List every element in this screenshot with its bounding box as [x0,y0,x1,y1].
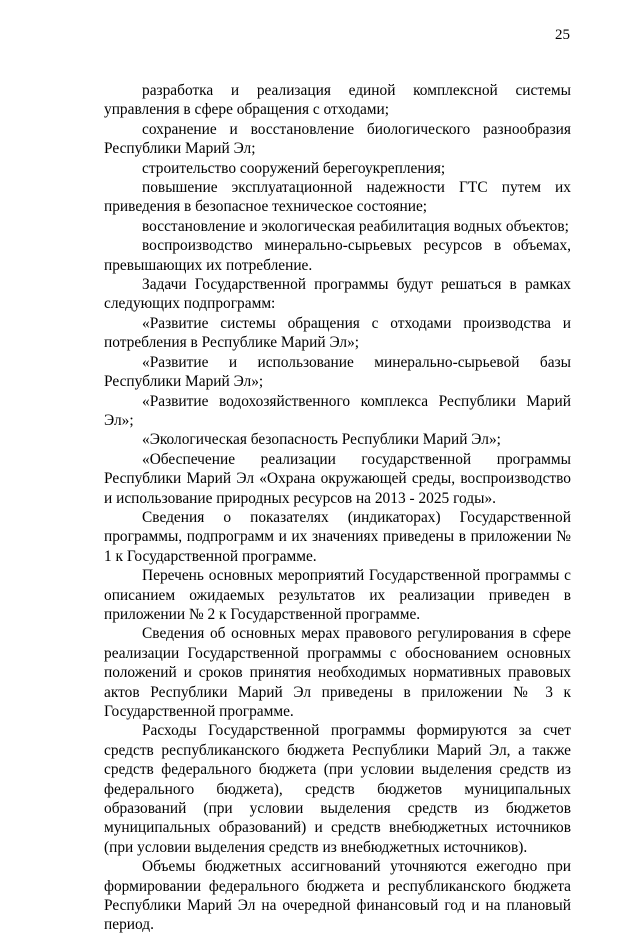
paragraph: «Развитие системы обращения с отходами производства и потребления в Республике Марий Эл»; [104,314,571,352]
paragraph: Объемы бюджетных ассигнований уточняются ежегодно при формировании федерального бюджета и республиканского бюджета Республики Марий Эл на очередной финансовый год и на плановый период. [104,858,571,934]
paragraph: Расходы Государственной программы формируются за счет средств республиканского бюджета Республики Марий Эл, а также средств федерального бюджета (при условии выделения средств из федерального бюджета), средств бюджетов муниципальных образований (при условии выделения средств из бюджетов муниципальных образований) и средств внебюджетных источников (при условии выделения средств из внебюджетных источников). [104,722,571,856]
paragraph: восстановление и экологическая реабилитация водных объектов; [142,217,569,235]
paragraph: разработка и реализация единой комплексной системы управления в сфере обращения с отходами; [104,82,571,119]
document-body [104,81,571,935]
paragraph: «Экологическая безопасность Республики Марий Эл»; [142,431,501,449]
paragraph: Задачи Государственной программы будут решаться в рамках следующих подпрограмм: [104,276,571,313]
paragraph: Перечень основных мероприятий Государственной программы с описанием ожидаемых результатов их реализации приведен в приложении № 2 к Государственной программе. [104,567,571,623]
paragraph: сохранение и восстановление биологического разнообразия Республики Марий Эл; [104,120,571,158]
page-number: 25 [555,27,570,43]
paragraph: повышение эксплуатационной надежности ГТС путем их приведения в безопасное техническое состояние; [104,179,571,216]
paragraph: Сведения о показателях (индикаторах) Государственной программы, подпрограмм и их значениях приведены в приложении № 1 к Государственной программе. [104,508,571,565]
paragraph: строительство сооружений берегоукрепления; [142,159,446,177]
paragraph: «Обеспечение реализации государственной программы Республики Марий Эл «Охрана окружающей среды, воспроизводство и использование природных ресурсов на 2013 - 2025 годы». [104,450,571,507]
paragraph: Сведения об основных мерах правового регулирования в сфере реализации Государственной программы с обоснованием основных положений и сроков принятия необходимых нормативных правовых актов Республики Марий Эл приведены в приложении № 3 к Государственной программе. [104,625,571,720]
paragraph: «Развитие и использование минерально-сырьевой базы Республики Марий Эл»; [104,353,571,391]
paragraph: «Развитие водохозяйственного комплекса Республики Марий Эл»; [104,392,571,429]
paragraph: воспроизводство минерально-сырьевых ресурсов в объемах, превышающих их потребление. [104,237,571,274]
